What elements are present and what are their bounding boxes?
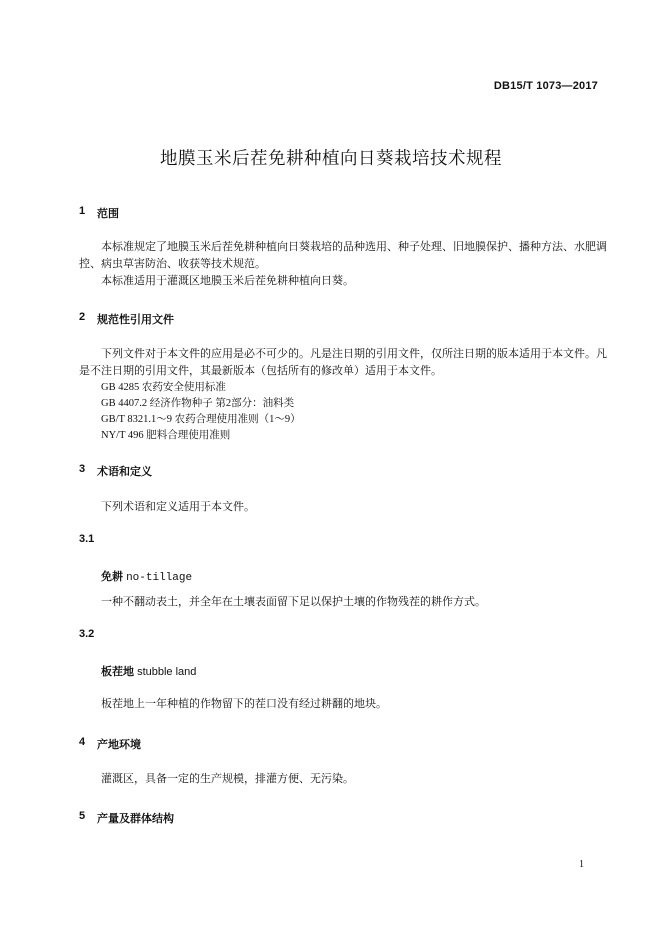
term-zh: 免耕: [101, 571, 123, 583]
section-title: 术语和定义: [97, 466, 152, 478]
term-definition: 一种不翻动表土，并全年在土壤表面留下足以保护土壤的作物残茬的耕作方式。: [101, 596, 486, 608]
subsection-3-1-number: 3.1: [79, 533, 95, 545]
section-2-heading: [0, 311, 662, 325]
document-number: DB15/T 1073—2017: [493, 80, 598, 92]
section-number: 1: [79, 205, 86, 217]
section-number: 2: [79, 311, 86, 323]
section-3-heading: [0, 463, 662, 477]
term-definition: 板茬地上一年种植的作物留下的茬口没有经过耕翻的地块。: [101, 698, 387, 710]
section-number: 3: [79, 463, 86, 475]
term-zh: 板茬地: [101, 666, 134, 678]
page-number: 1: [579, 859, 584, 870]
section-4-heading: [0, 736, 662, 750]
term-no-tillage: [101, 568, 192, 584]
reference-item: GB/T 8321.1～9 农药合理使用准则（1～9）: [101, 414, 301, 425]
term-en: no-tillage: [126, 572, 193, 584]
section-title: 产量及群体结构: [97, 813, 174, 825]
section-1-heading: [0, 205, 662, 219]
section-number: 5: [79, 810, 86, 822]
term-en: stubble land: [137, 666, 197, 678]
page-title: 地膜玉米后茬免耕种植向日葵栽培技术规程: [160, 148, 502, 168]
reference-item: GB 4285 农药安全使用标准: [101, 382, 226, 393]
section-title: 产地环境: [97, 739, 141, 751]
section-1-paragraph-1: 本标准规定了地膜玉米后茬免耕种植向日葵栽培的品种选用、种子处理、旧地膜保护、播种方法、水肥调控、病虫草害防治、收获等技术规范。: [79, 241, 607, 270]
section-number: 4: [79, 736, 86, 748]
section-3-paragraph: 下列术语和定义适用于本文件。: [101, 501, 255, 513]
section-5-heading: [0, 810, 662, 824]
section-2-paragraph: 下列文件对于本文件的应用是必不可少的。凡是注日期的引用文件，仅所注日期的版本适用于本文件。凡是不注日期的引用文件，其最新版本（包括所有的修改单）适用于本文件。: [79, 348, 607, 377]
subsection-3-2-number: 3.2: [79, 628, 95, 640]
term-stubble-land: [101, 663, 196, 679]
section-title: 范围: [97, 208, 119, 220]
reference-item: GB 4407.2 经济作物种子 第2部分：油料类: [101, 398, 295, 409]
reference-item: NY/T 496 肥料合理使用准则: [101, 430, 231, 441]
section-1-paragraph-2: 本标准适用于灌溉区地膜玉米后茬免耕种植向日葵。: [101, 275, 354, 287]
section-title: 规范性引用文件: [97, 314, 174, 326]
section-4-paragraph: 灌溉区，具备一定的生产规模，排灌方便、无污染。: [101, 773, 354, 785]
